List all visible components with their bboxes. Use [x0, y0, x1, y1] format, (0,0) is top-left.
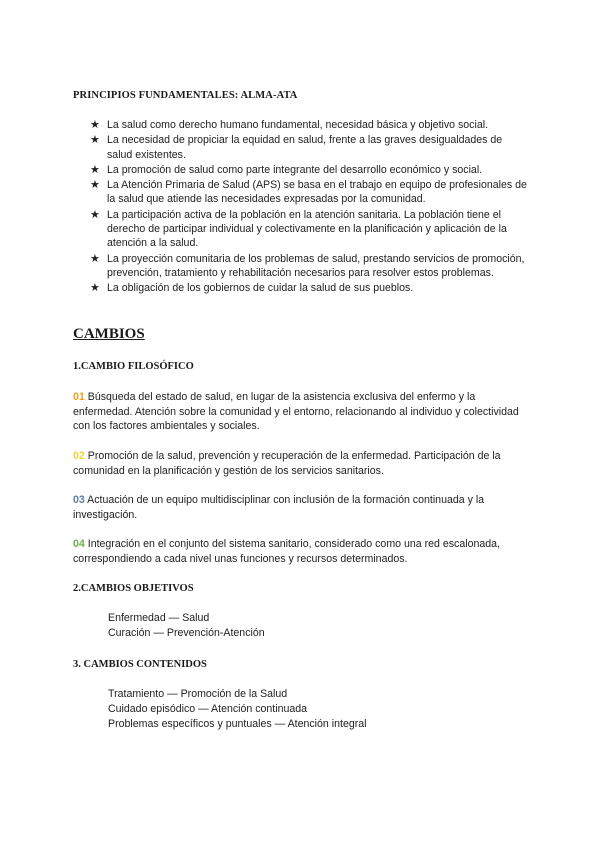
list-item: Curación — Prevención-Atención	[108, 626, 265, 639]
star-icon: ★	[90, 134, 100, 147]
star-icon: ★	[90, 252, 100, 265]
filosofico-item-02: 02 Promoción de la salud, prevención y recuperación de la enfermedad. Participación de la comunidad en la planificación y gestión de los servicios sanitarios.	[73, 450, 501, 477]
list-item: ★ La necesidad de propiciar la equidad en salud, frente a las graves desigualdades de salud existentes.	[90, 134, 503, 161]
star-icon: ★	[90, 119, 100, 131]
list-item: ★ La participación activa de la población en la atención sanitaria. La población tiene el derecho de participar individual y colectivamente en la planificación y aplicación de la atención a la salud.	[90, 208, 507, 250]
cambio-filosofico-heading: 1.CAMBIO FILOSÓFICO	[73, 361, 194, 372]
filosofico-item-04: 04 Integración en el conjunto del sistema sanitario, considerado como una red escalonada, correspondiendo a cada nivel unas funciones y recursos determinados.	[73, 538, 500, 565]
principios-heading: PRINCIPIOS FUNDAMENTALES: ALMA-ATA	[73, 90, 298, 101]
cambios-heading: CAMBIOS	[73, 326, 145, 342]
item-number: 04	[73, 538, 85, 550]
list-item: Tratamiento — Promoción de la Salud	[108, 688, 288, 700]
star-icon: ★	[90, 179, 100, 192]
list-item: Cuidado episódico — Atención continuada	[108, 702, 308, 715]
list-item: ★ La proyección comunitaria de los problemas de salud, prestando servicios de promoción, prevención, tratamiento y rehabilitación necesarios para resolver estos problemas.	[90, 252, 525, 279]
list-item: Problemas específicos y puntuales — Atención integral	[108, 717, 367, 730]
list-item: ★ La promoción de salud como parte integrante del desarrollo económico y social.	[90, 163, 483, 176]
objetivos-list	[108, 611, 265, 641]
star-icon: ★	[90, 282, 100, 295]
filosofico-item-01: 01 Búsqueda del estado de salud, en lugar de la asistencia exclusiva del enfermo y la enfermedad. Atención sobre la comunidad y el entorno, relacionando al individuo y colectividad con los factores ambientales y sociales.	[73, 391, 519, 433]
filosofico-item-03: 03 Actuación de un equipo multidisciplinar con inclusión de la formación continuada y la investigación.	[73, 494, 485, 521]
list-item: ★ La Atención Primaria de Salud (APS) se basa en el trabajo en equipo de profesionales de la salud que atiende las necesidades expresadas por la comunidad.	[90, 179, 527, 206]
contenidos-list	[108, 687, 367, 731]
list-item: ★ La salud como derecho humano fundamental, necesidad básica y objetivo social.	[90, 119, 489, 131]
item-number: 03	[73, 494, 85, 506]
item-number: 01	[73, 391, 85, 403]
cambios-contenidos-heading: 3. CAMBIOS CONTENIDOS	[73, 659, 207, 670]
list-item: Enfermedad — Salud	[108, 612, 210, 624]
item-number: 02	[73, 450, 85, 462]
cambios-objetivos-heading: 2.CAMBIOS OBJETIVOS	[73, 583, 194, 594]
list-item: ★ La obligación de los gobiernos de cuidar la salud de sus pueblos.	[90, 282, 414, 295]
star-icon: ★	[90, 208, 100, 221]
star-icon: ★	[90, 163, 100, 176]
principios-list	[90, 118, 530, 297]
